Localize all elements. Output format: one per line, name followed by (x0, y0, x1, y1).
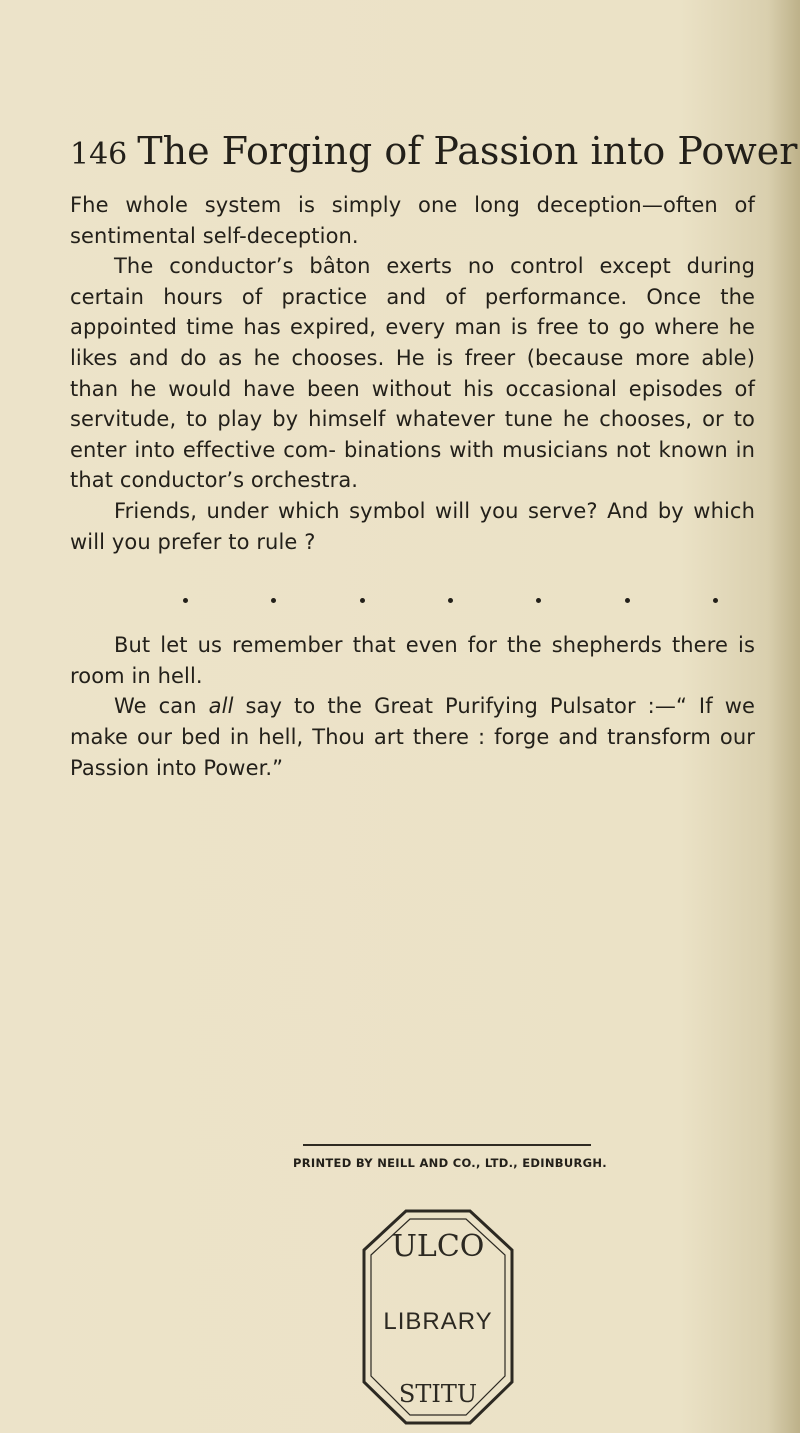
printer-imprint: PRINTED BY NEILL AND CO., LTD., EDINBURGH. (293, 1156, 607, 1170)
ellipsis-dot (536, 598, 541, 603)
stamp-top-text: ULCO (391, 1229, 485, 1264)
imprint-rule (303, 1144, 591, 1146)
paragraph: Friends, under which symbol will you serve? And by which will you prefer to rule ? (70, 498, 755, 554)
paragraph: But let us remember that even for the shepherds there is room in hell. (70, 633, 755, 688)
ellipsis-dot (448, 598, 453, 603)
stamp-bottom-text: STITU (398, 1380, 478, 1408)
library-stamp (328, 1204, 550, 1430)
final-paragraph-start: We can (114, 694, 209, 719)
body-text (70, 190, 755, 783)
ellipsis-dot (271, 598, 276, 603)
final-paragraph (70, 691, 755, 783)
paragraph: The conductor’s bâton exerts no control except during certain hours of practice and of performance. Once the appointed time has expired, every man is free to go where he likes and do as he chooses. He is freer (because more able) than he would have been without his occasional episodes of servitude, to play by himself whatever tune he chooses, or to enter into effective com- binations with musicians not known in that conductor’s orchestra. (70, 254, 755, 493)
ellipsis-dot (625, 598, 630, 603)
emphasis-word: all (208, 694, 234, 719)
running-title: The Forging of Passion into Power (137, 129, 798, 173)
paragraph: Fhe whole system is simply one long deception—often of sentimental self-deception. (70, 193, 755, 248)
ellipsis-dot (713, 598, 718, 603)
ellipsis-dot (183, 598, 188, 603)
final-paragraph-end: say to the Great Purifying Pulsator :—“ If we make our bed in hell, Thou art there : forge and transform our Passion into Power.” (70, 694, 755, 780)
stamp-center-text: LIBRARY (383, 1308, 493, 1335)
ellipsis-dot (360, 598, 365, 603)
page-number: 146 (70, 137, 128, 172)
section-break-dots (183, 588, 718, 612)
running-header (70, 129, 798, 173)
